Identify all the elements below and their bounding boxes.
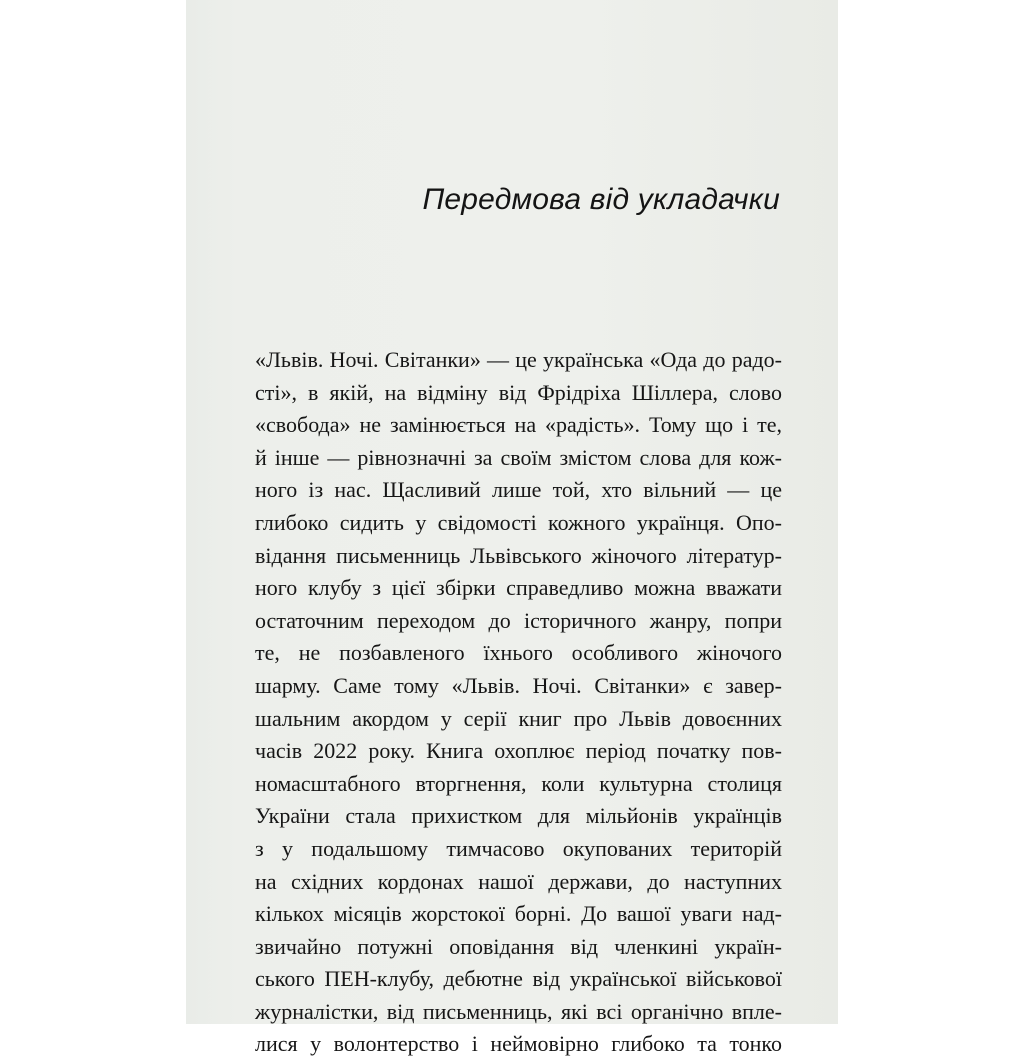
text-line: ного клубу з цієї збірки справедливо можна вважати — [255, 575, 782, 601]
page-title: Передмова від укладачки — [422, 183, 780, 216]
text-line: «Львів. Ночі. Світанки» — це українська «Ода до радо- — [255, 347, 782, 372]
text-line: кількох місяців жорстокої борні. До вашої уваги над- — [255, 901, 782, 927]
text-line: з у подальшому тимчасово окупованих територій — [255, 835, 782, 861]
text-line: номасштабного вторгнення, коли культурна столиця — [255, 770, 782, 796]
text-line: ного із нас. Щасливий лише той, хто вільний — це — [255, 477, 782, 503]
text-line: глибоко сидить у свідомості кожного українця. Опо- — [255, 509, 782, 535]
text-line: «свобода» не замінюється на «радість». Тому що і те, — [255, 412, 782, 438]
text-line: ського ПЕН-клубу, дебютне від української військової — [255, 966, 782, 992]
text-line: й інше — рівнозначні за своїм змістом слова для кож- — [255, 444, 782, 470]
text-line: України стала прихистком для мільйонів українців — [255, 803, 782, 829]
text-line: звичайно потужні оповідання від членкині україн- — [255, 933, 782, 959]
text-line: лися у волонтерство і неймовірно глибоко та тонко — [255, 1031, 782, 1057]
text-line: шальним акордом у серії книг про Львів довоєнних — [255, 705, 782, 731]
body-paragraph — [255, 344, 782, 1061]
text-line: журналістки, від письменниць, які всі органічно впле- — [255, 998, 782, 1024]
text-line: сті», в якій, на відміну від Фрідріха Шіллера, слово — [255, 379, 782, 405]
text-line: відання письменниць Львівського жіночого літератур- — [255, 542, 782, 568]
text-line: остаточним переходом до історичного жанру, попри — [255, 607, 782, 633]
text-line: шарму. Саме тому «Львів. Ночі. Світанки» є завер- — [255, 672, 782, 698]
text-line: на східних кордонах нашої держави, до наступних — [255, 868, 782, 894]
text-line: те, не позбавленого їхнього особливого жіночого — [255, 640, 782, 666]
text-line: часів 2022 року. Книга охоплює період початку пов- — [255, 738, 782, 764]
